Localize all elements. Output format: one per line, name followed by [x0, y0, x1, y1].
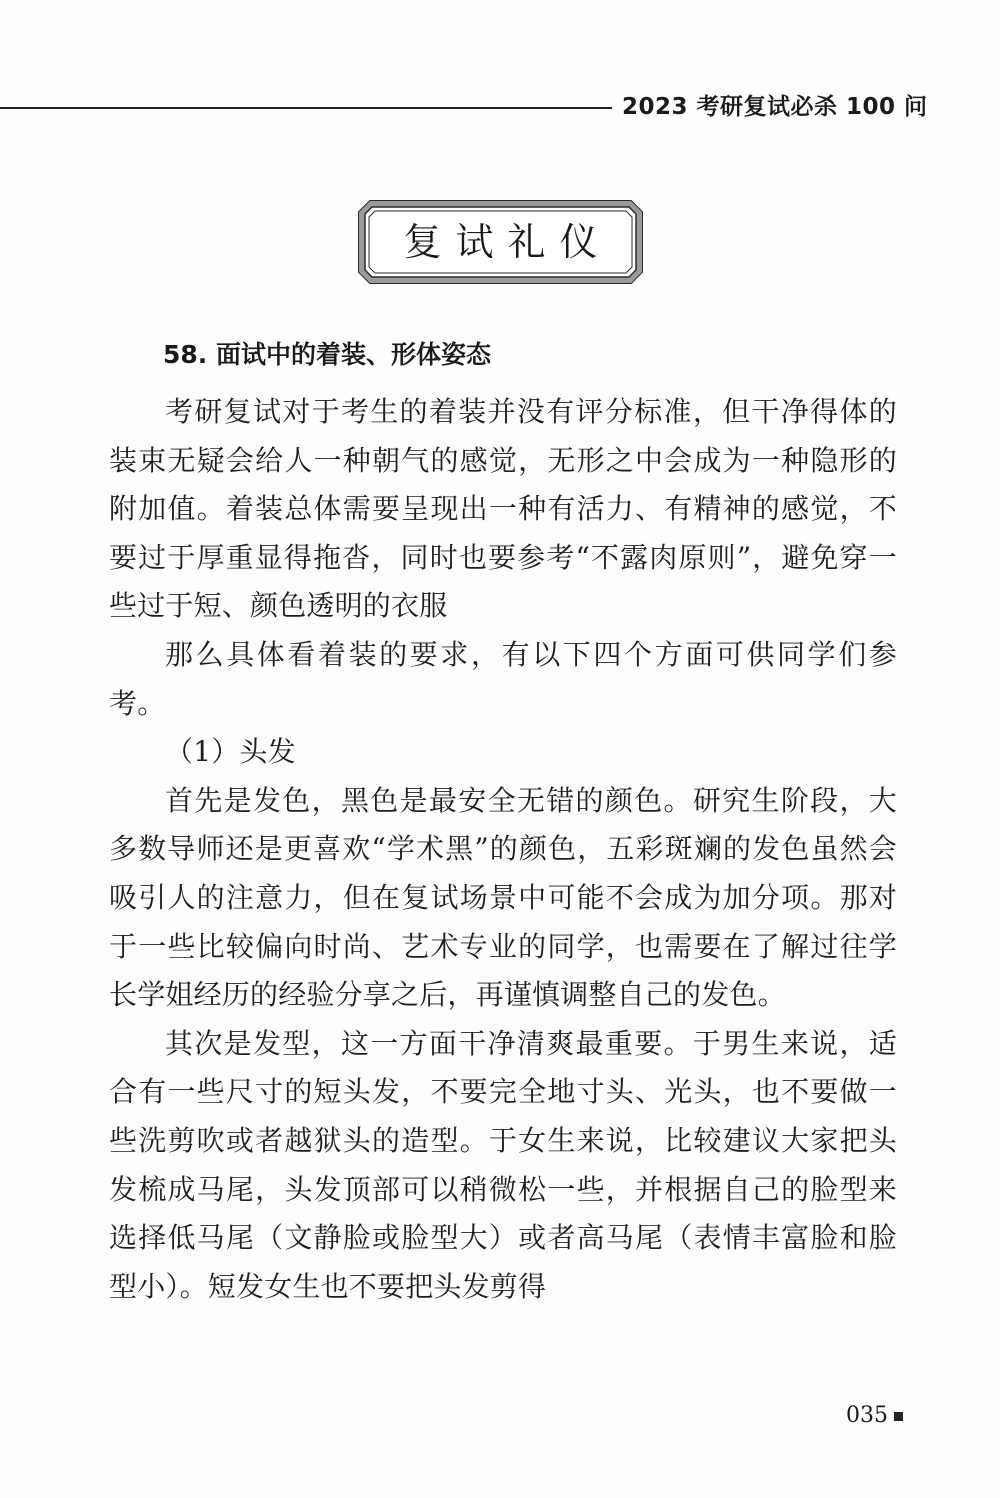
paragraph: 考研复试对于考生的着装并没有评分标准，但干净得体的装束无疑会给人一种朝气的感觉，无形之中会成为一种隐形的附加值。着装总体需要呈现出一种有活力、有精神的感觉，不要过于厚重显得拖沓，同时也要参考“不露肉原则”，避免穿一些过于短、颜色透明的衣服: [109, 395, 897, 623]
paragraph: 首先是发色，黑色是最安全无错的颜色。研究生阶段，大多数导师还是更喜欢“学术黑”的颜色，五彩斑斓的发色虽然会吸引人的注意力，但在复试场景中可能不会成为加分项。那对于一些比较偏向时尚、艺术专业的同学，也需要在了解过往学长学姐经历的经验分享之后，再谨慎调整自己的发色。: [109, 783, 897, 1012]
section-title-frame: [358, 200, 643, 284]
paragraph: 那么具体看着装的要求，有以下四个方面可供同学们参考。: [109, 637, 897, 720]
subheading-hair: （1）头发: [165, 735, 296, 769]
question-heading: 58. 面试中的着装、形体姿态: [163, 340, 491, 369]
paragraph: 其次是发型，这一方面干净清爽最重要。于男生来说，适合有一些尺寸的短头发，不要完全地寸头、光头，也不要做一些洗剪吹或者越狱头的造型。于女生来说，比较建议大家把头发梳成马尾，头发顶部可以稍微松一些，并根据自己的脸型来选择低马尾（文静脸或脸型大）或者高马尾（表情丰富脸和脸型小）。短发女生也不要把头发剪得: [109, 1026, 897, 1303]
header-rule: [0, 107, 612, 109]
running-header-title: 2023 考研复试必杀 100 问: [622, 94, 928, 120]
page-number: 035: [846, 1403, 888, 1428]
section-title: 复试礼仪: [403, 220, 612, 264]
body-text: [109, 388, 897, 1311]
page-marker-icon: [894, 1412, 903, 1421]
